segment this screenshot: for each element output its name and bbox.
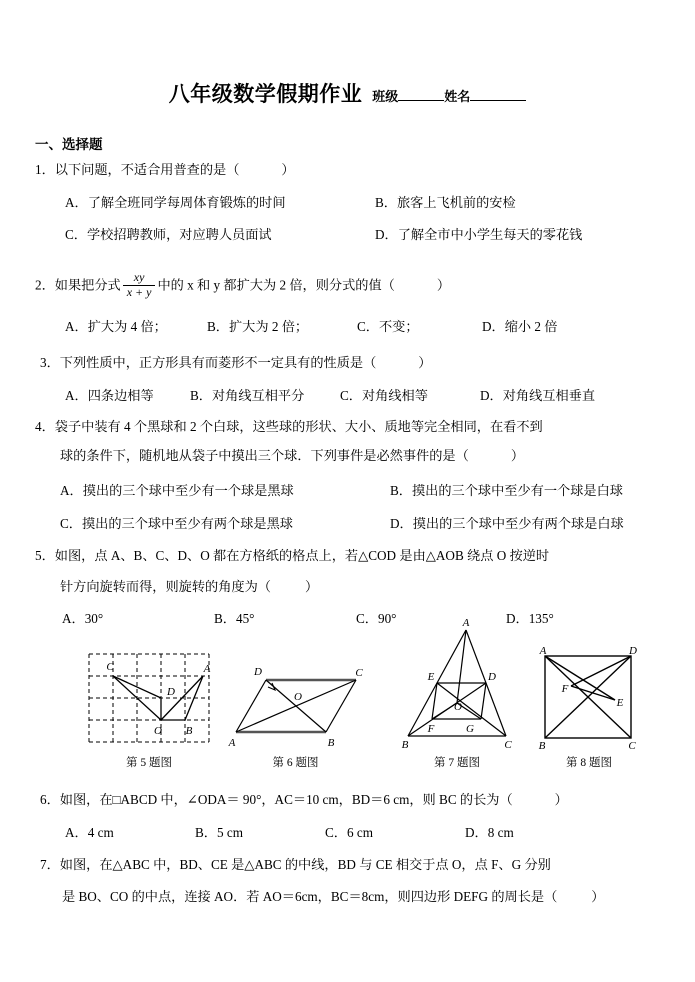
question-6-option-a[interactable]: A．4 cm xyxy=(65,825,114,840)
question-3-option-c[interactable]: C．对角线相等 xyxy=(340,388,428,403)
question-4-option-c[interactable]: C．摸出的三个球中至少有两个球是黑球 xyxy=(60,516,293,531)
question-3-option-d[interactable]: D．对角线互相垂直 xyxy=(480,388,596,403)
question-5-option-b[interactable]: B．45° xyxy=(214,611,255,626)
question-5-option-c[interactable]: C．90° xyxy=(356,611,397,626)
question-2-option-b[interactable]: B．扩大为 2 倍； xyxy=(207,319,309,334)
question-3-option-a[interactable]: A．四条边相等 xyxy=(65,388,154,403)
question-7-number: 7． xyxy=(40,857,60,872)
figure-8-label-a: A xyxy=(539,646,547,657)
question-1-option-a[interactable]: A．了解全班同学每周体育锻炼的时间 xyxy=(65,195,286,210)
question-4-text-2: 球的条件下，随机地从袋子中摸出三个球．下列事件是必然事件的是（ xyxy=(60,448,469,463)
name-field-label: 姓名 xyxy=(444,89,471,104)
question-5-stem-line-1 xyxy=(35,546,549,566)
fraction-numerator: xy xyxy=(133,270,145,284)
figure-5-label-b: B xyxy=(185,725,193,737)
figure-8-label-f: F xyxy=(561,683,569,695)
section-title-choice: 一、选择题 xyxy=(35,137,103,152)
figure-7-label-f: F xyxy=(427,723,435,735)
question-4-options-row-2 xyxy=(60,513,624,532)
question-1-option-d[interactable]: D．了解全市中小学生每天的零花钱 xyxy=(375,227,583,242)
figure-7-caption: 第 7 题图 xyxy=(434,757,480,769)
question-1-options-row-1 xyxy=(65,192,516,211)
document-header xyxy=(0,78,695,108)
figure-7-label-g: G xyxy=(466,723,474,735)
figure-6-label-b: B xyxy=(327,737,335,749)
question-6-paren-close: ） xyxy=(554,792,568,807)
figure-6-label-a: A xyxy=(228,737,236,749)
figure-6-caption: 第 6 题图 xyxy=(272,757,319,769)
figure-6-drawing xyxy=(228,660,363,752)
figure-7-label-d: D xyxy=(488,671,496,683)
question-1-text: 以下问题，不适合用普查的是（ xyxy=(54,162,240,177)
figure-7-label-o: O xyxy=(454,701,462,713)
question-5-text-2: 针方向旋转而得，则旋转的角度为（ xyxy=(60,579,271,594)
question-4-option-d[interactable]: D．摸出的三个球中至少有两个球是白球 xyxy=(390,516,624,531)
name-field-blank[interactable] xyxy=(470,100,526,101)
question-7-text-2: 是 BO、CO 的中点，连接 AO．若 AO＝6cm，BC＝8cm，则四边形 DEFG 的周长是（ xyxy=(62,889,558,904)
question-6-stem xyxy=(40,790,568,810)
question-6-text: 如图，在□ABCD 中，∠ODA＝ 90°，AC＝10 cm，BD＝6 cm，则 BC 的长为（ xyxy=(59,792,513,807)
figure-8-caption: 第 8 题图 xyxy=(566,757,612,769)
question-6-number: 6． xyxy=(40,792,60,807)
class-field-blank[interactable] xyxy=(398,100,444,101)
figure-5-caption: 第 5 题图 xyxy=(126,757,172,769)
question-4-number: 4． xyxy=(35,419,55,434)
question-4-text-1: 袋子中装有 4 个黑球和 2 个白球，这些球的形状、大小、质地等完全相同，在看不到 xyxy=(54,419,543,434)
question-6-option-b[interactable]: B．5 cm xyxy=(195,825,243,840)
question-6-options xyxy=(65,822,514,841)
question-2-option-d[interactable]: D．缩小 2 倍 xyxy=(482,319,558,334)
question-3-option-b[interactable]: B．对角线互相平分 xyxy=(190,388,305,403)
question-4-option-b[interactable]: B．摸出的三个球中至少有一个球是白球 xyxy=(390,483,623,498)
question-5-stem-line-2 xyxy=(60,576,318,595)
figure-6-label-d: D xyxy=(254,666,262,678)
figure-8-label-c: C xyxy=(628,740,636,750)
figure-7-label-b: B xyxy=(401,739,409,750)
question-1-paren-close: ） xyxy=(281,162,295,177)
question-2-options xyxy=(65,316,557,335)
question-3-paren-close: ） xyxy=(418,355,432,370)
figure-7-label-c: C xyxy=(504,739,512,750)
figure-8-label-e: E xyxy=(616,697,624,709)
question-2-text-post: 中的 x 和 y 都扩大为 2 倍，则分式的值（ xyxy=(157,277,395,293)
figure-5-label-c: C xyxy=(106,661,114,673)
question-3-number: 3． xyxy=(40,355,60,370)
question-1-option-c[interactable]: C．学校招聘教师，对应聘人员面试 xyxy=(65,227,272,242)
figure-8-drawing xyxy=(533,646,645,750)
question-3-text: 下列性质中，正方形具有而菱形不一定具有的性质是（ xyxy=(59,355,377,370)
question-2-option-c[interactable]: C．不变； xyxy=(357,319,419,334)
question-2-paren-close: ） xyxy=(436,277,451,293)
question-5-option-a[interactable]: A．30° xyxy=(62,611,104,626)
figure-5-label-d: D xyxy=(167,686,175,698)
figure-5-drawing xyxy=(85,650,213,750)
question-1-option-b[interactable]: B．旅客上飞机前的安检 xyxy=(375,195,516,210)
question-2-option-a[interactable]: A．扩大为 4 倍； xyxy=(65,319,167,334)
question-4-stem-line-1 xyxy=(35,417,543,437)
question-7-paren-close: ） xyxy=(591,889,605,904)
figure-7-label-e: E xyxy=(427,671,435,683)
figure-6-label-o: O xyxy=(294,691,302,703)
figure-5 xyxy=(85,650,213,750)
question-1-options-row-2 xyxy=(65,224,582,243)
question-7-text-1: 如图，在△ABC 中，BD、CE 是△ABC 的中线，BD 与 CE 相交于点 O，点 F、G 分别 xyxy=(59,857,551,872)
figure-5-label-o: O xyxy=(154,725,162,737)
question-4-paren-close: ） xyxy=(510,448,524,463)
question-3-stem xyxy=(40,353,431,373)
figure-6-label-c: C xyxy=(355,667,363,679)
header-fields xyxy=(372,89,526,104)
question-5-paren-close: ） xyxy=(305,579,319,594)
page-title: 八年级数学假期作业 xyxy=(168,82,363,106)
question-2-stem xyxy=(35,272,450,301)
figure-6 xyxy=(228,660,363,752)
question-4-options-row-1 xyxy=(60,480,623,499)
question-2-text-pre: 如果把分式 xyxy=(54,277,121,293)
question-6-option-d[interactable]: D．8 cm xyxy=(465,825,514,840)
question-4-stem-line-2 xyxy=(60,445,524,464)
figure-8-label-d: D xyxy=(629,646,637,657)
question-1-stem xyxy=(35,160,295,180)
figure-7-drawing xyxy=(398,618,516,750)
figure-7 xyxy=(398,618,516,750)
class-field-label: 班级 xyxy=(372,89,399,104)
figure-5-label-a: A xyxy=(203,663,211,675)
figure-8-label-b: B xyxy=(538,740,546,750)
question-5-option-d[interactable]: D．135° xyxy=(506,611,554,626)
question-7-stem-line-1 xyxy=(40,855,551,875)
question-1-number: 1． xyxy=(35,162,55,177)
question-3-options xyxy=(65,385,595,404)
figure-8 xyxy=(533,646,645,750)
question-6-option-c[interactable]: C．6 cm xyxy=(325,825,373,840)
question-5-number: 5． xyxy=(35,548,55,563)
fraction-denominator: x + y xyxy=(123,285,156,300)
figures-row xyxy=(0,612,695,777)
question-5-text-1: 如图，点 A、B、C、D、O 都在方格纸的格点上，若△COD 是由△AOB 绕点 O 按逆时 xyxy=(54,548,550,563)
question-4-option-a[interactable]: A．摸出的三个球中至少有一个球是黑球 xyxy=(60,483,294,498)
question-7-stem-line-2 xyxy=(62,886,604,905)
fraction-xy-over-x-plus-y xyxy=(123,271,156,300)
figure-7-label-a: A xyxy=(462,618,470,629)
question-2-number: 2． xyxy=(35,277,55,293)
